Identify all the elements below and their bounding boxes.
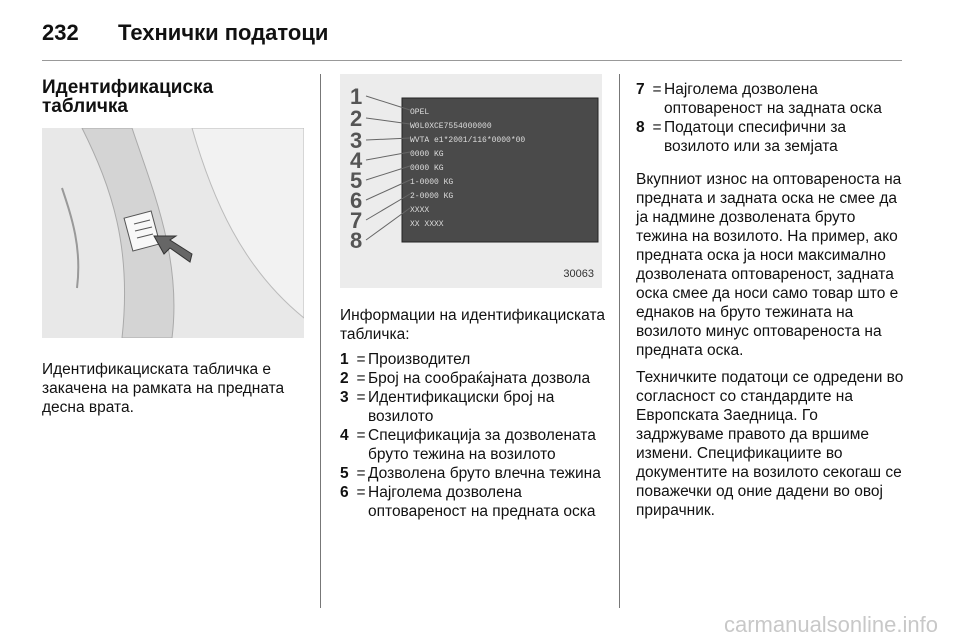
id-plate-drawing — [340, 74, 602, 288]
column-1 — [42, 74, 304, 425]
figure-caption: Идентификациската табличка е закачена на рамката на предната десна врата. — [42, 361, 285, 416]
list-item: 8 = Податоци спесифични за возилото или за земјата — [636, 119, 847, 155]
door-frame-illustration — [42, 128, 304, 338]
page-title: Технички податоци — [118, 20, 329, 45]
paragraph-axle-load: Вкупниот износ на оптовареноста на предната и задната оска не смее да ја надмине дозволената бруто тежина на возилото. На пример, ако предната оска ја носи максимално дозволената оптовареност, задната оска смее да носи само товар што е еднаков на бруто тежината на возилото минус оптовареноста на предната оска. — [636, 171, 902, 359]
svg-text:XXXX: XXXX — [410, 206, 430, 215]
section-title: Идентификациска табличка — [42, 77, 214, 117]
list-item: 4 = Спецификација за дозволената бруто тежина на возилото — [340, 427, 596, 463]
callout-8: 8 — [350, 228, 363, 253]
list-item: 6 = Најголема дозволена оптовареност на предната оска — [340, 484, 596, 520]
callout-2: 2 — [350, 106, 363, 131]
list-item: 3 = Идентификациски број на возилото — [340, 389, 555, 425]
page-number: 232 — [42, 20, 79, 45]
column-divider-1 — [320, 74, 321, 608]
column-2 — [340, 74, 608, 521]
id-plate-illustration — [340, 74, 602, 288]
svg-text:1-0000 KG: 1-0000 KG — [410, 178, 454, 187]
column-3 — [636, 74, 904, 528]
svg-text:0000 KG: 0000 KG — [410, 164, 444, 173]
header-divider — [42, 60, 902, 61]
callout-3: 3 — [350, 128, 363, 153]
list-item: 5 = Дозволена бруто влечна тежина — [340, 465, 601, 482]
watermark: carmanualsonline.info — [723, 612, 938, 637]
svg-text:XX XXXX: XX XXXX — [410, 220, 444, 229]
list-item: 2 = Број на сообраќајната дозвола — [340, 370, 591, 387]
paragraph-technical-data: Техничките податоци се одредени во согласност со стандардите на Европската Заедница. Го задржуваме правото да вршиме измени. Спецификациите во документите на возилото секогаш се поважечки од оние дадени во овој прирачник. — [636, 369, 904, 519]
callout-1: 1 — [350, 84, 363, 109]
svg-text:2-0000 KG: 2-0000 KG — [410, 192, 454, 201]
column-divider-2 — [619, 74, 620, 608]
list-item: 1 = Производител — [340, 351, 471, 368]
callout-4: 4 — [350, 148, 363, 173]
door-frame-drawing — [42, 128, 304, 338]
svg-text:0000 KG: 0000 KG — [410, 150, 444, 159]
plate-fields-list-continued — [636, 80, 904, 156]
svg-text:OPEL: OPEL — [410, 108, 430, 117]
plate-fields-list — [340, 350, 608, 521]
plate-intro: Информации на идентификациската табличка: — [340, 307, 605, 343]
callout-7: 7 — [350, 208, 363, 233]
list-item: 7 = Најголема дозволена оптовареност на задната оска — [636, 81, 882, 117]
svg-text:WVTA e1*2001/116*0000*00: WVTA e1*2001/116*0000*00 — [410, 136, 526, 145]
figure-code: 30063 — [563, 268, 594, 280]
callout-6: 6 — [350, 188, 363, 213]
svg-text:W0L0XCE7554000000: W0L0XCE7554000000 — [410, 122, 492, 131]
callout-5: 5 — [350, 168, 363, 193]
